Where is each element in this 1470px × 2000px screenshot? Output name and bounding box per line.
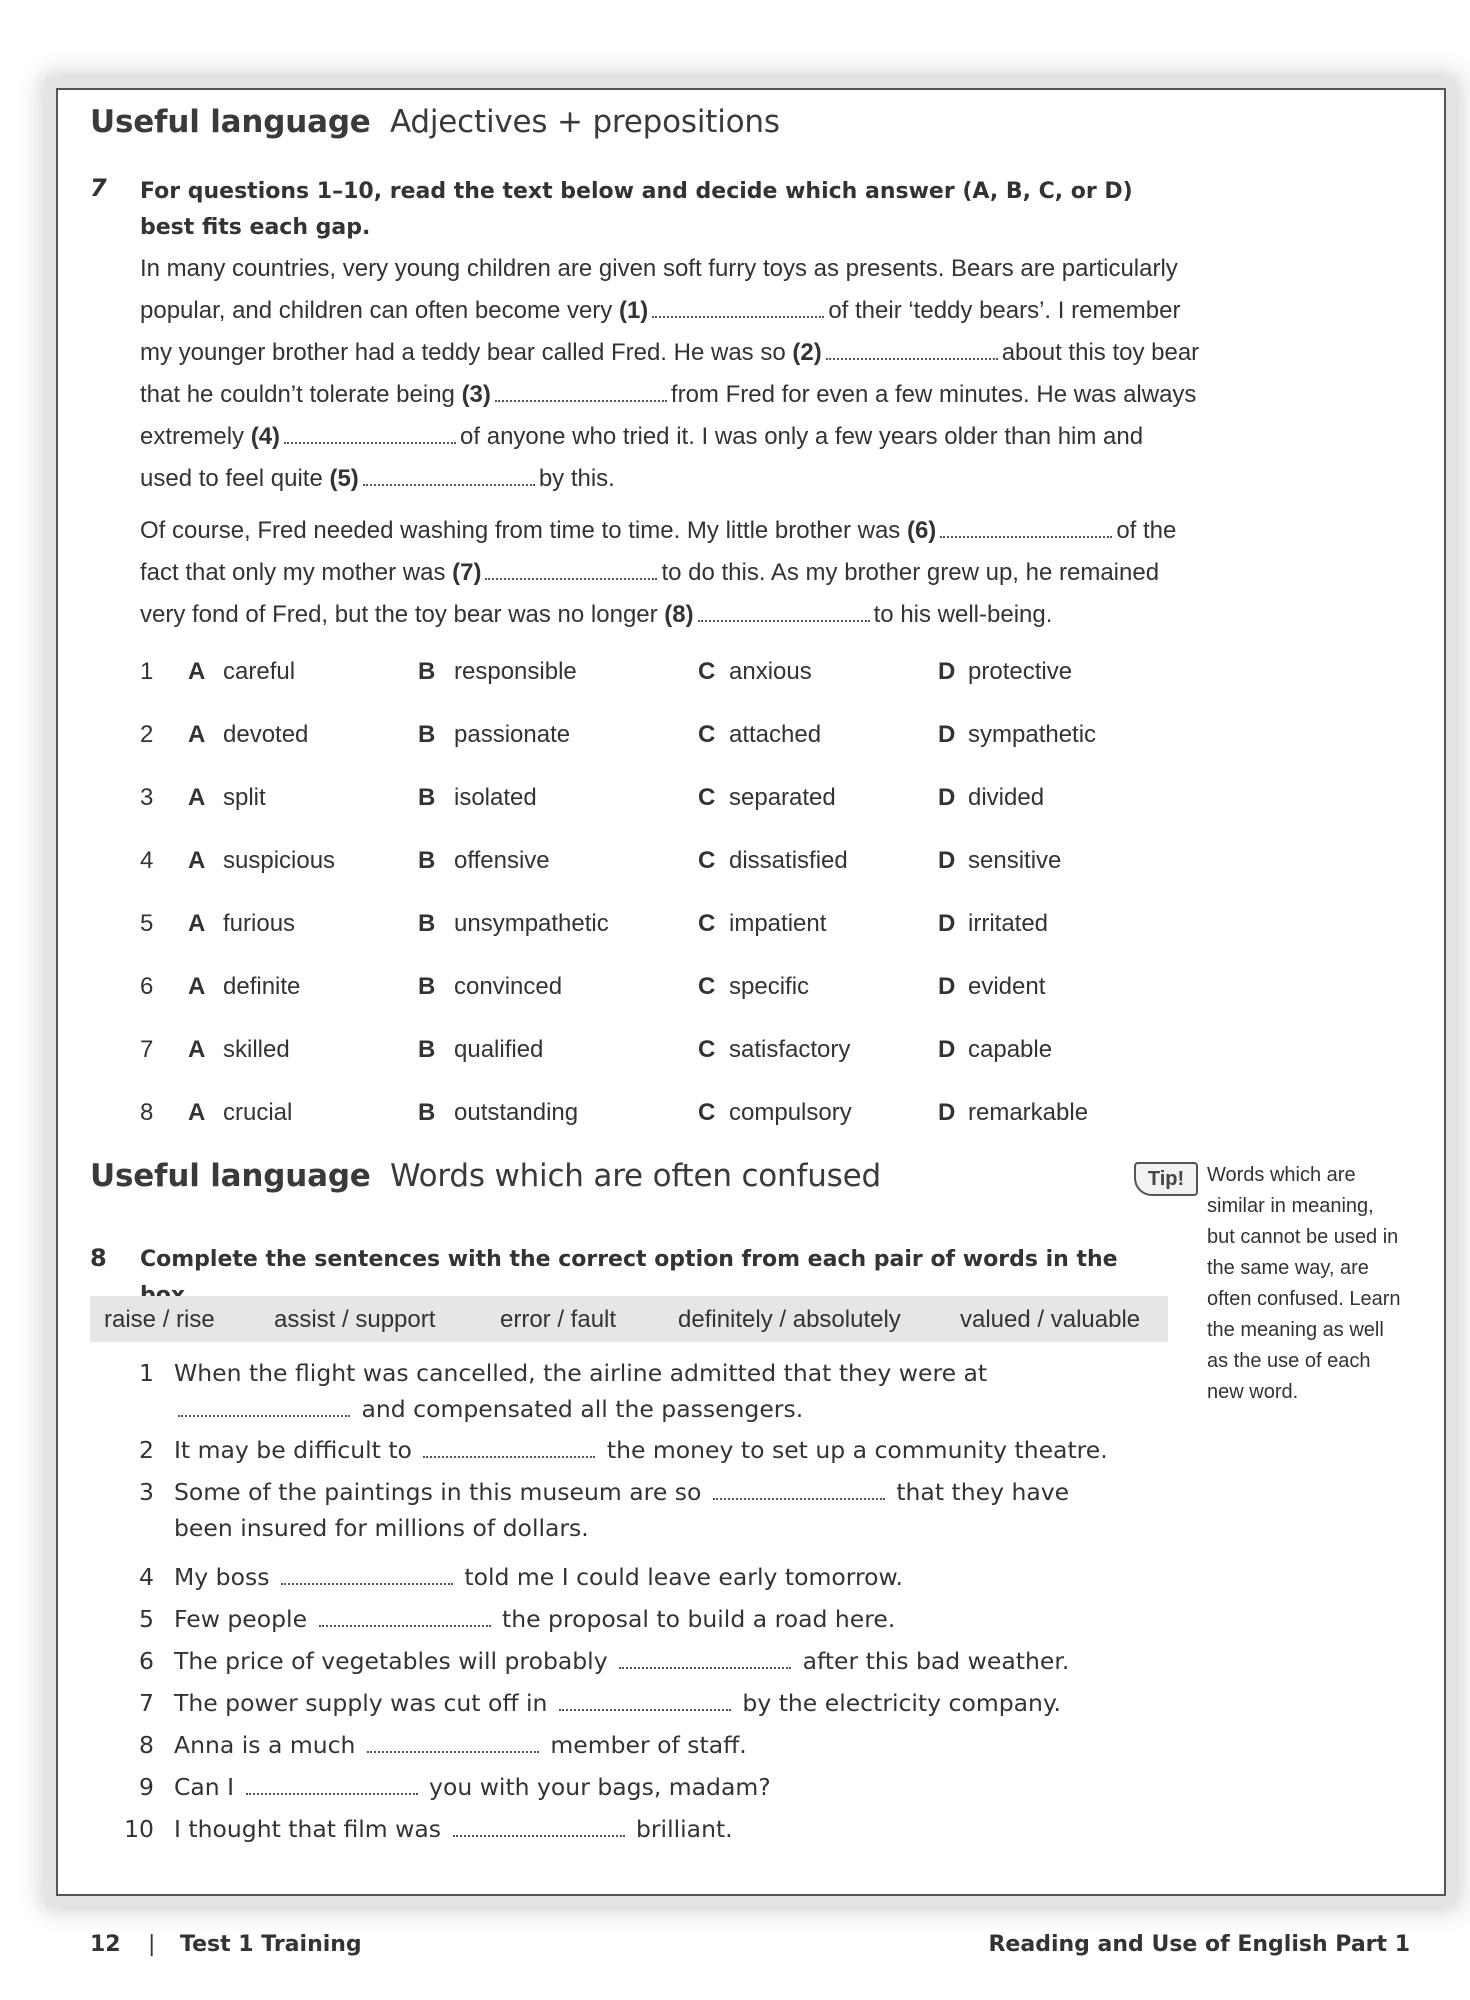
option-letter: D xyxy=(938,973,956,1000)
sentence-number: 4 xyxy=(139,1563,154,1591)
paragraph-text: by this. xyxy=(538,465,615,492)
sentence-number: 8 xyxy=(139,1731,154,1759)
answer-gap[interactable] xyxy=(485,572,657,580)
sentence-before: My boss xyxy=(174,1563,277,1591)
sentence-text xyxy=(174,1643,1114,1679)
option-row xyxy=(140,658,1140,692)
option-letter: B xyxy=(418,1099,436,1126)
paragraph-text: In many countries, very young children are given soft furry toys as presents. Bears are particularly popular, and children can often become very xyxy=(140,255,1178,324)
option-letter: D xyxy=(938,721,956,748)
sentence-before: When the flight was cancelled, the airline admitted that they were at xyxy=(174,1359,988,1387)
option-row xyxy=(140,784,1140,818)
sentence-number: 9 xyxy=(139,1773,154,1801)
sentence-item xyxy=(124,1432,1124,1468)
option-row xyxy=(140,1036,1140,1070)
paragraph-text: from Fred for even a few minutes. He was always extremely xyxy=(140,381,1197,450)
sentence-number: 6 xyxy=(139,1647,154,1675)
option-word[interactable]: satisfactory xyxy=(729,1036,851,1063)
gap-number: (6) xyxy=(906,517,937,544)
question-number: 6 xyxy=(140,973,154,1000)
option-letter: B xyxy=(418,658,436,685)
sentence-number: 7 xyxy=(139,1689,154,1717)
sentence-after: and compensated all the passengers. xyxy=(354,1395,804,1423)
sentence-after: you with your bags, madam? xyxy=(421,1773,771,1801)
option-letter: D xyxy=(938,910,956,937)
option-letter: A xyxy=(188,1036,206,1063)
paragraph-text: to his well-being. xyxy=(873,601,1053,628)
sentence-text xyxy=(174,1727,1114,1763)
answer-gap[interactable] xyxy=(367,1745,539,1753)
reading-paragraph-2 xyxy=(140,510,1200,636)
footer-part-label: Reading and Use of English Part 1 xyxy=(988,1932,1410,1957)
paragraph-text: Of course, Fred needed washing from time to time. My little brother was xyxy=(140,517,907,544)
sentence-after: the money to set up a community theatre. xyxy=(599,1436,1108,1464)
paragraph-text: about this toy bear that he couldn’t tolerate being xyxy=(140,339,1200,408)
sentence-after: member of staff. xyxy=(542,1731,747,1759)
sentence-before: It may be difficult to xyxy=(174,1436,420,1464)
option-row xyxy=(140,847,1140,881)
option-letter: C xyxy=(698,1099,716,1126)
gap-number: (2) xyxy=(792,339,822,366)
question-number: 7 xyxy=(140,1036,154,1063)
option-letter: C xyxy=(698,1036,716,1063)
answer-gap[interactable] xyxy=(423,1450,595,1458)
option-word[interactable]: sympathetic xyxy=(968,721,1097,748)
question-number: 5 xyxy=(140,910,154,937)
answer-gap[interactable] xyxy=(619,1661,791,1669)
option-letter: A xyxy=(188,721,206,748)
paragraph-text: of anyone who tried it. I was only a few years older than him and used to feel quite xyxy=(140,423,1144,492)
option-word[interactable]: devoted xyxy=(223,721,309,748)
gap-number: (4) xyxy=(250,423,281,450)
option-word[interactable]: dissatisfied xyxy=(729,847,848,874)
sentence-before: Anna is a much xyxy=(174,1731,363,1759)
exercise-instruction: Complete the sentences with the correct option from each pair of words in the xyxy=(140,1247,1118,1272)
sentence-item xyxy=(124,1643,1124,1679)
sentence-text xyxy=(174,1811,1114,1847)
answer-gap[interactable] xyxy=(319,1619,491,1627)
sentence-after: after this bad weather. xyxy=(795,1647,1070,1675)
answer-gap[interactable] xyxy=(495,394,667,402)
sentence-text xyxy=(174,1559,1114,1595)
option-word[interactable]: careful xyxy=(223,658,296,685)
word-pair: assist / support xyxy=(274,1306,436,1333)
option-word[interactable]: convinced xyxy=(454,973,563,1000)
option-letter: B xyxy=(418,910,436,937)
sentence-text xyxy=(174,1685,1114,1721)
sentence-after: that they have been insured for millions of dollars. xyxy=(174,1478,1070,1542)
option-word[interactable]: evident xyxy=(968,973,1046,1000)
word-box xyxy=(90,1296,1168,1342)
sentence-item xyxy=(124,1769,1124,1805)
option-letter: C xyxy=(698,847,716,874)
answer-gap[interactable] xyxy=(652,310,824,318)
option-word[interactable]: impatient xyxy=(729,910,827,937)
option-word[interactable]: passionate xyxy=(454,721,571,748)
question-number: 3 xyxy=(140,784,154,811)
option-letter: C xyxy=(698,658,716,685)
gap-number: (1) xyxy=(618,297,649,324)
sentence-before: I thought that film was xyxy=(174,1815,449,1843)
answer-gap[interactable] xyxy=(363,478,535,486)
option-word[interactable]: attached xyxy=(729,721,822,748)
answer-gap[interactable] xyxy=(284,436,456,444)
option-letter: C xyxy=(698,973,716,1000)
footer-separator: | xyxy=(148,1932,156,1957)
option-word[interactable]: outstanding xyxy=(454,1099,579,1126)
answer-gap[interactable] xyxy=(559,1703,731,1711)
sentence-item xyxy=(124,1559,1124,1595)
option-letter: B xyxy=(418,784,436,811)
sentence-before: Some of the paintings in this museum are so xyxy=(174,1478,709,1506)
sentence-item xyxy=(124,1355,1124,1427)
answer-gap[interactable] xyxy=(246,1787,418,1795)
option-letter: A xyxy=(188,1099,206,1126)
option-word[interactable]: compulsory xyxy=(729,1099,852,1126)
option-letter: A xyxy=(188,658,206,685)
option-row xyxy=(140,973,1140,1007)
answer-gap[interactable] xyxy=(826,352,998,360)
sentence-number: 3 xyxy=(139,1478,154,1506)
option-letter: B xyxy=(418,721,436,748)
option-word[interactable]: capable xyxy=(968,1036,1053,1063)
option-letter: D xyxy=(938,847,956,874)
option-word[interactable]: split xyxy=(223,784,266,811)
tip-badge: Tip! xyxy=(1134,1162,1198,1196)
option-word[interactable]: offensive xyxy=(454,847,550,874)
question-number: 1 xyxy=(140,658,154,685)
sentence-after: brilliant. xyxy=(628,1815,733,1843)
exercise-number: 7 xyxy=(90,174,107,202)
sentence-item xyxy=(124,1727,1124,1763)
option-word[interactable]: unsympathetic xyxy=(454,910,609,937)
option-word[interactable]: separated xyxy=(729,784,836,811)
option-row xyxy=(140,910,1140,944)
option-word[interactable]: irritated xyxy=(968,910,1049,937)
option-word[interactable]: skilled xyxy=(223,1036,290,1063)
option-letter: D xyxy=(938,1099,956,1126)
answer-gap[interactable] xyxy=(453,1829,625,1837)
tip-text: Words which are similar in meaning, but cannot be used in the same way, are often confused. Learn the meaning as well as the use of each new word. xyxy=(1207,1164,1401,1403)
gap-number: (7) xyxy=(452,559,482,586)
option-letter: A xyxy=(188,784,206,811)
reading-paragraph-1 xyxy=(140,248,1200,500)
sentence-item xyxy=(124,1685,1124,1721)
option-row xyxy=(140,721,1140,755)
sentence-number: 1 xyxy=(139,1359,154,1387)
option-letter: C xyxy=(698,910,716,937)
sentence-after: by the electricity company. xyxy=(734,1689,1061,1717)
option-word[interactable]: suspicious xyxy=(223,847,336,874)
exercise-number: 8 xyxy=(90,1244,107,1272)
option-letter: C xyxy=(698,721,716,748)
sentence-after: the proposal to build a road here. xyxy=(494,1605,896,1633)
footer-test-label: Test 1 Training xyxy=(180,1932,362,1957)
word-pair: error / fault xyxy=(500,1306,617,1333)
word-pair: raise / rise xyxy=(104,1306,215,1333)
sentence-item xyxy=(124,1811,1124,1847)
option-letter: A xyxy=(188,910,206,937)
sentence-text xyxy=(174,1474,1114,1546)
option-word[interactable]: divided xyxy=(968,784,1045,811)
section-heading-adjectives: Useful language Adjectives + prepositions xyxy=(90,104,780,140)
gap-number: (3) xyxy=(461,381,491,408)
option-letter: C xyxy=(698,784,716,811)
option-row xyxy=(140,1099,1140,1133)
option-letter: D xyxy=(938,658,956,685)
option-word[interactable]: sensitive xyxy=(968,847,1062,874)
option-letter: D xyxy=(938,784,956,811)
sentence-number: 2 xyxy=(139,1436,154,1464)
option-letter: A xyxy=(188,973,206,1000)
question-number: 2 xyxy=(140,721,154,748)
option-word[interactable]: protective xyxy=(968,658,1073,685)
sentence-before: The price of vegetables will probably xyxy=(174,1647,616,1675)
option-word[interactable]: anxious xyxy=(729,658,812,685)
sentence-after: told me I could leave early tomorrow. xyxy=(456,1563,904,1591)
option-word[interactable]: isolated xyxy=(454,784,537,811)
gap-number: (5) xyxy=(329,465,359,492)
page-number: 12 xyxy=(90,1932,121,1957)
sentence-before: Few people xyxy=(174,1605,315,1633)
answer-gap[interactable] xyxy=(940,530,1112,538)
sentence-number: 5 xyxy=(139,1605,154,1633)
section-heading-confused-words: Useful language Words which are often confused xyxy=(90,1158,881,1194)
option-word[interactable]: definite xyxy=(223,973,301,1000)
paragraph-text: to do this. As my brother grew up, he remained very fond of Fred, but the toy bear was no longer xyxy=(140,559,1160,628)
option-letter: B xyxy=(418,847,436,874)
paragraph-text: of their ‘teddy bears’. I remember my younger brother had a teddy bear called Fred. He was so xyxy=(140,297,1181,366)
option-word[interactable]: responsible xyxy=(454,658,577,685)
word-pair: definitely / absolutely xyxy=(678,1306,901,1333)
option-letter: B xyxy=(418,1036,436,1063)
exercise-instruction: For questions 1–10, read the text below and decide which answer (A, B, C, or D) best fits each gap. xyxy=(140,179,1133,240)
answer-gap[interactable] xyxy=(178,1409,350,1417)
sentence-before: The power supply was cut off in xyxy=(174,1689,555,1717)
option-letter: D xyxy=(938,1036,956,1063)
option-word[interactable]: qualified xyxy=(454,1036,544,1063)
option-letter: A xyxy=(188,847,206,874)
sentence-item xyxy=(124,1474,1124,1546)
sentence-text xyxy=(174,1769,1114,1805)
sentence-item xyxy=(124,1601,1124,1637)
sentence-text xyxy=(174,1355,1114,1427)
sentence-before: Can I xyxy=(174,1773,242,1801)
option-word[interactable]: furious xyxy=(223,910,296,937)
answer-gap[interactable] xyxy=(713,1492,885,1500)
question-number: 4 xyxy=(140,847,154,874)
option-word[interactable]: remarkable xyxy=(968,1099,1089,1126)
word-pair: valued / valuable xyxy=(960,1306,1141,1333)
option-letter: B xyxy=(418,973,436,1000)
gap-number: (8) xyxy=(664,601,694,628)
question-number: 8 xyxy=(140,1099,154,1126)
answer-gap[interactable] xyxy=(281,1577,453,1585)
option-word[interactable]: crucial xyxy=(223,1099,293,1126)
sentence-text xyxy=(174,1601,1114,1637)
answer-gap[interactable] xyxy=(698,614,870,622)
sentence-text xyxy=(174,1432,1114,1468)
option-word[interactable]: specific xyxy=(729,973,810,1000)
sentence-number: 10 xyxy=(124,1815,154,1843)
paragraph-text: of the fact that only my mother was xyxy=(140,517,1177,586)
